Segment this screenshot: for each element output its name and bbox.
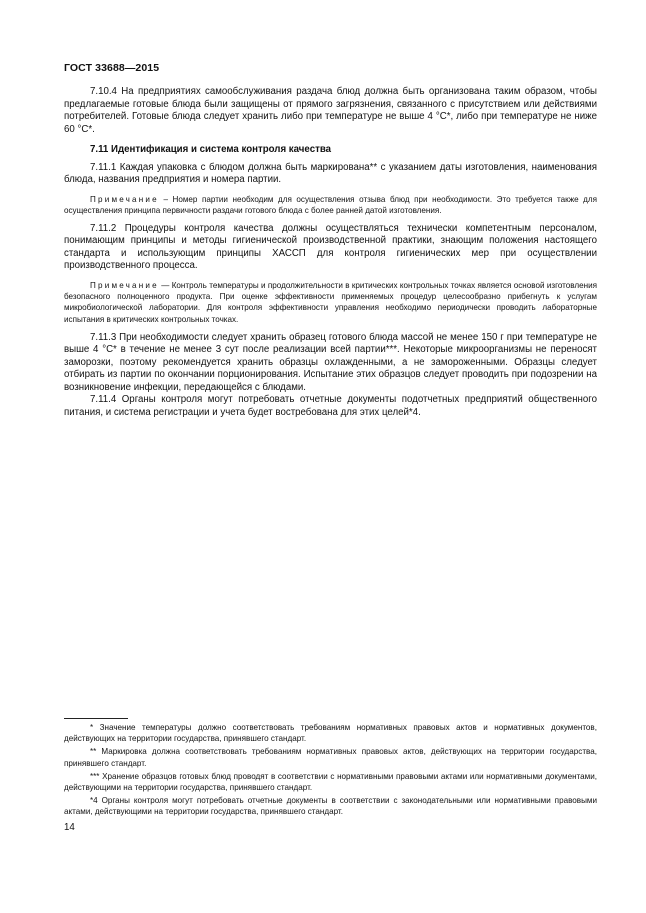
note-2-label: Примечание xyxy=(90,280,159,290)
footnote-2: ** Маркировка должна соответствовать требованиям нормативных правовых актов, действующих на территории государства, принявшего стандарт. xyxy=(64,747,597,768)
footnote-3: *** Хранение образцов готовых блюд проводят в соответствии с нормативными правовыми актами или нормативными документами, действующими на территории государства, принявшего стандарт. xyxy=(64,771,597,793)
paragraph-7-11-1: 7.11.1 Каждая упаковка с блюдом должна быть маркирована** с указанием даты изготовления, наименования блюда, названия предприятия и номера партии. xyxy=(64,161,597,185)
footnote-1: * Значение температуры должно соответствовать требованиям нормативных правовых актов и нормативных документов, действующих на территории государства, принявшего стандарт. xyxy=(64,723,597,744)
paragraph-7-11-3: 7.11.3 При необходимости следует хранить образец готового блюда массой не менее 150 г при температуре не выше 4 °С* в течение не менее 3 сут после реализации всей партии***. Некоторые микроорганизмы не переносят заморозки, поэтому рекомендуется хранить образцы охлажденными, а не замороженными. Образцы следует отбирать из партии по окончании порционирования. Испытание этих образцов следует проводить при подозрении на возникновение инфекции, передающейся с блюдами. xyxy=(64,331,597,393)
paragraph-7-11-4: 7.11.4 Органы контроля могут потребовать отчетные документы подотчетных предприятий общественного питания, и система регистрации и учета будет востребована для этих целей*4. xyxy=(64,394,597,418)
footnotes xyxy=(64,718,597,820)
footnote-4: *4 Органы контроля могут потребовать отчетные документы в соответствии с законодательными или нормативными правовыми актами, действующими на территории государства, принявшего стандарт. xyxy=(64,796,597,817)
note-2 xyxy=(64,280,597,325)
document-header: ГОСТ 33688—2015 xyxy=(64,62,160,74)
note-1-text: – Номер партии необходим для осуществления отзыва блюд при необходимости. Это требуется также для осуществления принципа первичности раздачи готового блюда с более ранней датой изготовления. xyxy=(64,194,598,215)
section-heading-7-11: 7.11 Идентификация и система контроля качества xyxy=(90,144,332,155)
note-2-text: — Контроль температуры и продолжительности в критических контрольных точках является основой изготовления безопасного полноценного продукта. При оценке эффективности применяемых процедур целесообразно прибегнуть к услугам микробиологической лаборатории. Для контроля эффективности управления необходимо периодически проводить лабораторные испытания в критических контрольных точках. xyxy=(64,280,597,324)
footnote-divider xyxy=(64,718,128,719)
paragraph-7-11-2: 7.11.2 Процедуры контроля качества должны осуществляться технически компетентным персоналом, понимающим принципы и методы гигиенической производственной практики, знающим положения настоящего стандарта и использующим принципы ХАССП для контроля гигиенических мер при осуществлении производственного процесса. xyxy=(64,222,597,272)
page-number: 14 xyxy=(64,822,75,833)
note-1 xyxy=(64,194,597,216)
paragraph-7-10-4: 7.10.4 На предприятиях самообслуживания раздача блюд должна быть организована таким образом, чтобы предлагаемые готовые блюда были защищены от прямого загрязнения, связанного с присутствием или действиями потребителей. Готовые блюда следует хранить либо при температуре не выше 4 °С*, либо при температуре не ниже 60 °С*. xyxy=(64,86,597,135)
note-1-label: Примечание xyxy=(90,194,159,204)
main-content xyxy=(64,86,597,419)
